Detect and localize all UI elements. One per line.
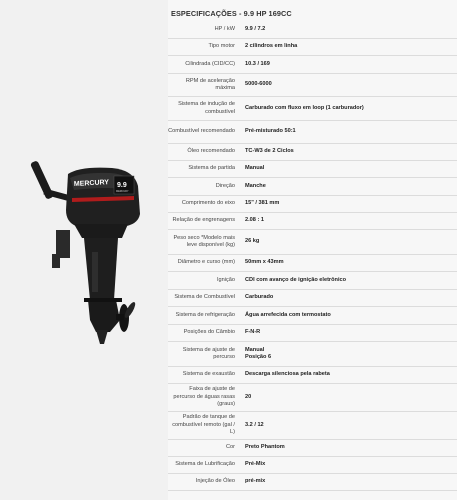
spec-row [168, 178, 457, 196]
spec-label: Sistema de Lubrificação [175, 461, 235, 468]
outboard-motor-image [30, 160, 150, 345]
spec-row [168, 230, 457, 255]
spec-value: 5000-6000 [245, 81, 272, 88]
spec-title: ESPECIFICAÇÕES - 9.9 HP 169CC [171, 9, 292, 18]
spec-value: 20 [245, 393, 252, 400]
spec-value: TC-W3 de 2 Ciclos [245, 148, 294, 155]
spec-label: RPM de aceleração máxima [185, 77, 235, 91]
spec-label: Comprimento do eixo [181, 200, 235, 207]
spec-label: Óleo recomendado [187, 148, 235, 155]
spec-label: Sistema de partida [188, 165, 235, 172]
transom-clamp [56, 230, 70, 258]
spec-row [168, 290, 457, 307]
spec-row [168, 196, 457, 213]
spec-value: CDI com avanço de ignição eletrônico [245, 276, 347, 283]
specifications-panel [168, 0, 457, 500]
spec-row [168, 272, 457, 290]
brand-logo: MERCURY [73, 179, 110, 188]
spec-value: Descarga silenciosa pela rabeta [245, 371, 330, 378]
spec-value: 9.9 / 7.2 [245, 26, 266, 33]
spec-value: Manual Posição 6 [245, 346, 272, 360]
spec-row [168, 144, 457, 161]
spec-row [168, 22, 457, 39]
spec-value: 10.3 / 169 [245, 60, 270, 67]
spec-label: Faixa de ajuste de percurso de águas rasas (graus) [173, 386, 235, 408]
spec-label: Sistema de indução de combustível [178, 101, 235, 115]
drive-shaft-housing [84, 238, 118, 300]
spec-label: Peso seco *Modelo mais leve disponível (kg) [173, 234, 235, 248]
spec-value: Pré-Mix [245, 461, 266, 468]
spec-row [168, 367, 457, 384]
spec-label: Padrão de tanque de combustível remoto (gal / L) [172, 414, 235, 436]
spec-row [168, 457, 457, 474]
spec-label: Cilindrada (CID/CC) [185, 60, 235, 67]
spec-value: 26 kg [245, 238, 260, 245]
product-image-panel [0, 0, 168, 500]
hp-badge-text: 9.9 [117, 182, 127, 189]
spec-value: 15" / 381 mm [245, 200, 280, 207]
spec-table [168, 22, 457, 491]
spec-label: Tipo motor [208, 43, 235, 50]
spec-label: Cor [225, 444, 235, 451]
spec-value: Carburado com fluxo em loop (1 carburador) [245, 104, 364, 111]
spec-label: Sistema de exaustão [182, 371, 235, 378]
spec-label: Sistema de refrigeração [175, 311, 235, 318]
spec-value: 2 cilindros em linha [245, 43, 298, 50]
spec-row [168, 384, 457, 412]
spec-label: Direção [215, 182, 235, 189]
spec-value: Preto Phantom [245, 444, 285, 451]
spec-row [168, 213, 457, 230]
spec-value: F-N-R [245, 329, 261, 336]
spec-value: pré-mix [245, 478, 266, 485]
hp-badge-subtext: MERCURY [116, 190, 129, 193]
spec-row [168, 307, 457, 325]
spec-row [168, 342, 457, 367]
spec-value: 3.2 / 12 [245, 421, 264, 428]
spec-label: Ignição [216, 276, 235, 283]
spec-value: Manche [245, 182, 266, 189]
spec-label: Posições do Câmbio [183, 329, 235, 336]
spec-value: Manual [245, 165, 265, 172]
spec-row [168, 97, 457, 121]
spec-value: 50mm x 43mm [245, 259, 284, 266]
spec-value: Pré-misturado 50:1 [245, 128, 296, 135]
spec-row [168, 39, 457, 56]
spec-label: Combustível recomendado [168, 128, 235, 135]
spec-row [168, 161, 457, 178]
spec-value: 2.08 : 1 [245, 217, 264, 224]
spec-label: Sistema de ajuste de percurso [182, 346, 235, 360]
spec-row [168, 474, 457, 491]
gearcase [88, 300, 120, 332]
spec-row [168, 412, 457, 440]
spec-label: HP / kW [214, 26, 235, 33]
spec-value: Água arrefecida com termostato [245, 311, 331, 318]
spec-label: Diâmetro e curso (mm) [177, 259, 235, 266]
spec-value: Carburado [245, 294, 274, 301]
spec-row [168, 440, 457, 457]
spec-label: Injeção de Óleo [195, 478, 235, 485]
spec-label: Sistema de Combustível [174, 294, 235, 301]
spec-row [168, 74, 457, 97]
spec-row [168, 325, 457, 342]
spec-label: Relação de engrenagens [172, 217, 235, 224]
spec-row [168, 56, 457, 74]
spec-row [168, 121, 457, 144]
spec-row [168, 255, 457, 272]
